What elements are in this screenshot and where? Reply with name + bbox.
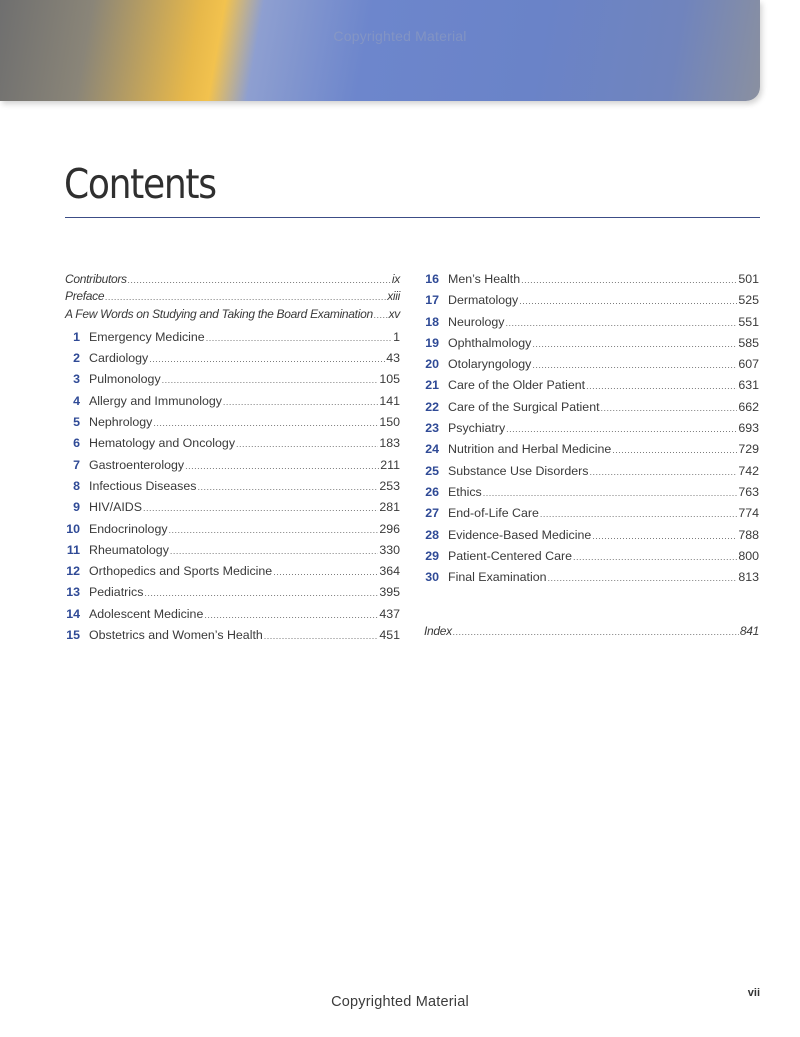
toc-entry-label: Ophthalmology	[448, 335, 532, 350]
dot-leader	[206, 333, 392, 343]
toc-entry-page: 788	[738, 527, 759, 542]
toc-entry-page: 437	[379, 606, 400, 621]
chapter-number: 23	[425, 421, 439, 436]
chapter-number: 3	[73, 372, 80, 387]
page-title: Contents	[64, 160, 216, 208]
toc-chapter-entry[interactable]	[424, 464, 759, 485]
dot-leader	[128, 275, 391, 285]
toc-entry-label: Emergency Medicine	[89, 329, 205, 344]
dot-leader	[170, 546, 378, 556]
toc-entry-page: 43	[386, 351, 400, 366]
toc-entry-label: Care of the Surgical Patient	[448, 399, 600, 414]
toc-entry-page: 281	[379, 500, 400, 515]
toc-entry-page: xiii	[387, 289, 400, 304]
header-banner	[0, 0, 760, 101]
header-watermark: Copyrighted Material	[333, 28, 467, 44]
toc-entry-page: 150	[379, 415, 400, 430]
chapter-number: 2	[73, 351, 80, 366]
toc-entry-label: Pulmonology	[89, 372, 161, 387]
toc-entry-page: 1	[393, 329, 400, 344]
chapter-number: 18	[425, 314, 439, 329]
toc-chapter-entry[interactable]	[424, 400, 759, 421]
toc-entry-page: 183	[379, 436, 400, 451]
toc-chapter-entry[interactable]	[65, 479, 400, 500]
toc-entry-label: Hematology and Oncology	[89, 436, 236, 451]
toc-chapter-entry[interactable]	[424, 421, 759, 442]
toc-entry-label: Ethics	[448, 484, 482, 499]
toc-chapter-entry[interactable]	[424, 293, 759, 314]
toc-entry-page: 693	[738, 421, 759, 436]
toc-chapter-entry[interactable]	[424, 506, 759, 527]
chapter-number: 24	[425, 442, 439, 457]
toc-chapter-entry[interactable]	[65, 415, 400, 436]
chapter-number: 27	[425, 506, 439, 521]
dot-leader	[506, 424, 737, 434]
chapter-number: 29	[425, 548, 439, 563]
chapter-list-right	[424, 272, 759, 591]
chapter-number: 4	[73, 393, 80, 408]
toc-entry-label: Final Examination	[448, 570, 547, 585]
chapter-number: 11	[66, 542, 80, 557]
dot-leader	[453, 627, 739, 637]
toc-entry-label: Adolescent Medicine	[89, 606, 204, 621]
page-folio: vii	[747, 987, 760, 999]
dot-leader	[505, 318, 737, 328]
chapter-number: 21	[425, 378, 439, 393]
toc-entry-label: Infectious Diseases	[89, 478, 197, 493]
dot-leader	[374, 310, 388, 320]
chapter-number: 19	[425, 335, 439, 350]
dot-leader	[197, 482, 378, 492]
dot-leader	[204, 610, 378, 620]
toc-chapter-entry[interactable]	[65, 458, 400, 479]
dot-leader	[573, 552, 737, 562]
toc-entry-page: 330	[379, 542, 400, 557]
footer-watermark: Copyrighted Material	[331, 994, 469, 1010]
toc-chapter-entry[interactable]	[424, 336, 759, 357]
dot-leader	[162, 375, 379, 385]
toc-entry-page: 525	[738, 293, 759, 308]
toc-entry-page: 763	[738, 484, 759, 499]
dot-leader	[169, 525, 379, 535]
toc-entry-label: A Few Words on Studying and Taking the Board Examination	[65, 306, 373, 321]
toc-chapter-entry[interactable]	[65, 585, 400, 606]
toc-entry-page: 607	[738, 357, 759, 372]
toc-entry-page: xv	[388, 306, 400, 321]
toc-chapter-entry[interactable]	[424, 357, 759, 378]
toc-entry-page: 742	[738, 463, 759, 478]
dot-leader	[612, 445, 737, 455]
toc-entry-page: 551	[738, 314, 759, 329]
toc-chapter-entry[interactable]	[424, 272, 759, 293]
chapter-number: 28	[425, 527, 439, 542]
toc-entry-page: 813	[738, 570, 759, 585]
chapter-number: 6	[73, 436, 80, 451]
toc-entry-label: Nutrition and Herbal Medicine	[448, 442, 612, 457]
dot-leader	[586, 381, 737, 391]
toc-entry-page: 774	[738, 506, 759, 521]
toc-entry-label: Men’s Health	[448, 272, 521, 286]
front-matter-preface[interactable]	[65, 289, 400, 306]
toc-chapter-entry[interactable]	[65, 436, 400, 457]
toc-entry-label: Rheumatology	[89, 542, 169, 557]
dot-leader	[521, 275, 737, 285]
toc-chapter-entry[interactable]	[65, 372, 400, 393]
chapter-number: 16	[425, 272, 439, 286]
chapter-list-left	[65, 330, 400, 649]
toc-chapter-entry[interactable]	[65, 351, 400, 372]
toc-chapter-entry[interactable]	[424, 442, 759, 463]
chapter-number: 9	[73, 500, 80, 515]
toc-entry-page: 501	[738, 272, 759, 286]
toc-chapter-entry[interactable]	[65, 394, 400, 415]
dot-leader	[185, 461, 379, 471]
toc-entry-label: Nephrology	[89, 415, 153, 430]
toc-entry-label: Care of the Older Patient	[448, 378, 586, 393]
toc-chapter-entry[interactable]	[65, 500, 400, 521]
chapter-number: 15	[66, 628, 80, 643]
toc-entry-label: Patient-Centered Care	[448, 548, 572, 563]
toc-chapter-entry[interactable]	[65, 564, 400, 585]
dot-leader	[273, 567, 378, 577]
toc-entry-label: Index	[424, 624, 452, 638]
chapter-number: 10	[66, 521, 80, 536]
chapter-number: 13	[66, 585, 80, 600]
toc-chapter-entry[interactable]	[424, 549, 759, 570]
toc-entry-label: End-of-Life Care	[448, 506, 539, 521]
toc-chapter-entry[interactable]	[424, 378, 759, 399]
toc-entry-label: Contributors	[65, 272, 127, 286]
toc-entry-page: 364	[379, 564, 400, 579]
toc-chapter-entry[interactable]	[424, 315, 759, 336]
toc-entry-page: 105	[379, 372, 400, 387]
toc-entry-label: Pediatrics	[89, 585, 144, 600]
toc-left-column	[65, 272, 400, 649]
toc-chapter-entry[interactable]	[65, 628, 400, 649]
toc-entry-page: 585	[738, 335, 759, 350]
chapter-number: 30	[425, 570, 439, 585]
dot-leader	[144, 588, 378, 598]
chapter-number: 22	[425, 399, 439, 414]
dot-leader	[153, 418, 378, 428]
dot-leader	[592, 531, 737, 541]
chapter-number: 8	[73, 478, 80, 493]
toc-entry-label: Orthopedics and Sports Medicine	[89, 564, 273, 579]
dot-leader	[236, 439, 378, 449]
toc-entry-label: Neurology	[448, 314, 505, 329]
dot-leader	[264, 631, 379, 641]
chapter-number: 1	[73, 329, 80, 344]
chapter-number: 5	[73, 415, 80, 430]
toc-entry-label: HIV/AIDS	[89, 500, 143, 515]
dot-leader	[601, 403, 738, 413]
chapter-number: 12	[66, 564, 80, 579]
dot-leader	[143, 503, 378, 513]
toc-entry-label: Gastroenterology	[89, 457, 185, 472]
dot-leader	[547, 573, 737, 583]
chapter-number: 17	[425, 293, 439, 308]
toc-entry-label: Preface	[65, 289, 105, 304]
dot-leader	[532, 360, 737, 370]
chapter-number: 14	[66, 606, 80, 621]
toc-entry-page: 141	[379, 393, 400, 408]
dot-leader	[519, 296, 737, 306]
toc-index-entry[interactable]	[424, 624, 759, 641]
toc-chapter-entry[interactable]	[65, 330, 400, 351]
toc-entry-page: 296	[379, 521, 400, 536]
toc-entry-page: 395	[379, 585, 400, 600]
chapter-number: 20	[425, 357, 439, 372]
toc-entry-label: Evidence-Based Medicine	[448, 527, 592, 542]
toc-right-column	[424, 272, 759, 591]
chapter-number: 25	[425, 463, 439, 478]
toc-entry-page: 253	[379, 478, 400, 493]
toc-chapter-entry[interactable]	[65, 543, 400, 564]
toc-entry-label: Endocrinology	[89, 521, 168, 536]
toc-entry-page: 729	[738, 442, 759, 457]
toc-entry-page: 211	[380, 457, 400, 472]
dot-leader	[223, 397, 378, 407]
toc-entry-page: ix	[391, 272, 400, 286]
toc-chapter-entry[interactable]	[424, 570, 759, 591]
toc-entry-page: 631	[738, 378, 759, 393]
toc-entry-label: Cardiology	[89, 351, 149, 366]
front-matter-studying[interactable]	[65, 307, 400, 324]
dot-leader	[532, 339, 737, 349]
chapter-number: 7	[73, 457, 80, 472]
toc-entry-label: Obstetrics and Women’s Health	[89, 628, 263, 643]
dot-leader	[105, 292, 386, 302]
toc-chapter-entry[interactable]	[424, 528, 759, 549]
toc-entry-page: 451	[379, 628, 400, 643]
toc-chapter-entry[interactable]	[65, 607, 400, 628]
toc-entry-label: Psychiatry	[448, 421, 506, 436]
dot-leader	[540, 509, 737, 519]
toc-entry-label: Otolaryngology	[448, 357, 532, 372]
toc-entry-page: 800	[738, 548, 759, 563]
title-rule	[65, 217, 760, 218]
dot-leader	[149, 354, 385, 364]
dot-leader	[590, 467, 738, 477]
dot-leader	[483, 488, 738, 498]
toc-entry-label: Allergy and Immunology	[89, 393, 222, 408]
toc-entry-label: Dermatology	[448, 293, 519, 308]
toc-chapter-entry[interactable]	[65, 522, 400, 543]
toc-chapter-entry[interactable]	[424, 485, 759, 506]
toc-entry-label: Substance Use Disorders	[448, 463, 589, 478]
front-matter-contributors[interactable]	[65, 272, 400, 289]
toc-entry-page: 662	[738, 399, 759, 414]
toc-entry-page: 841	[739, 624, 759, 638]
chapter-number: 26	[425, 484, 439, 499]
